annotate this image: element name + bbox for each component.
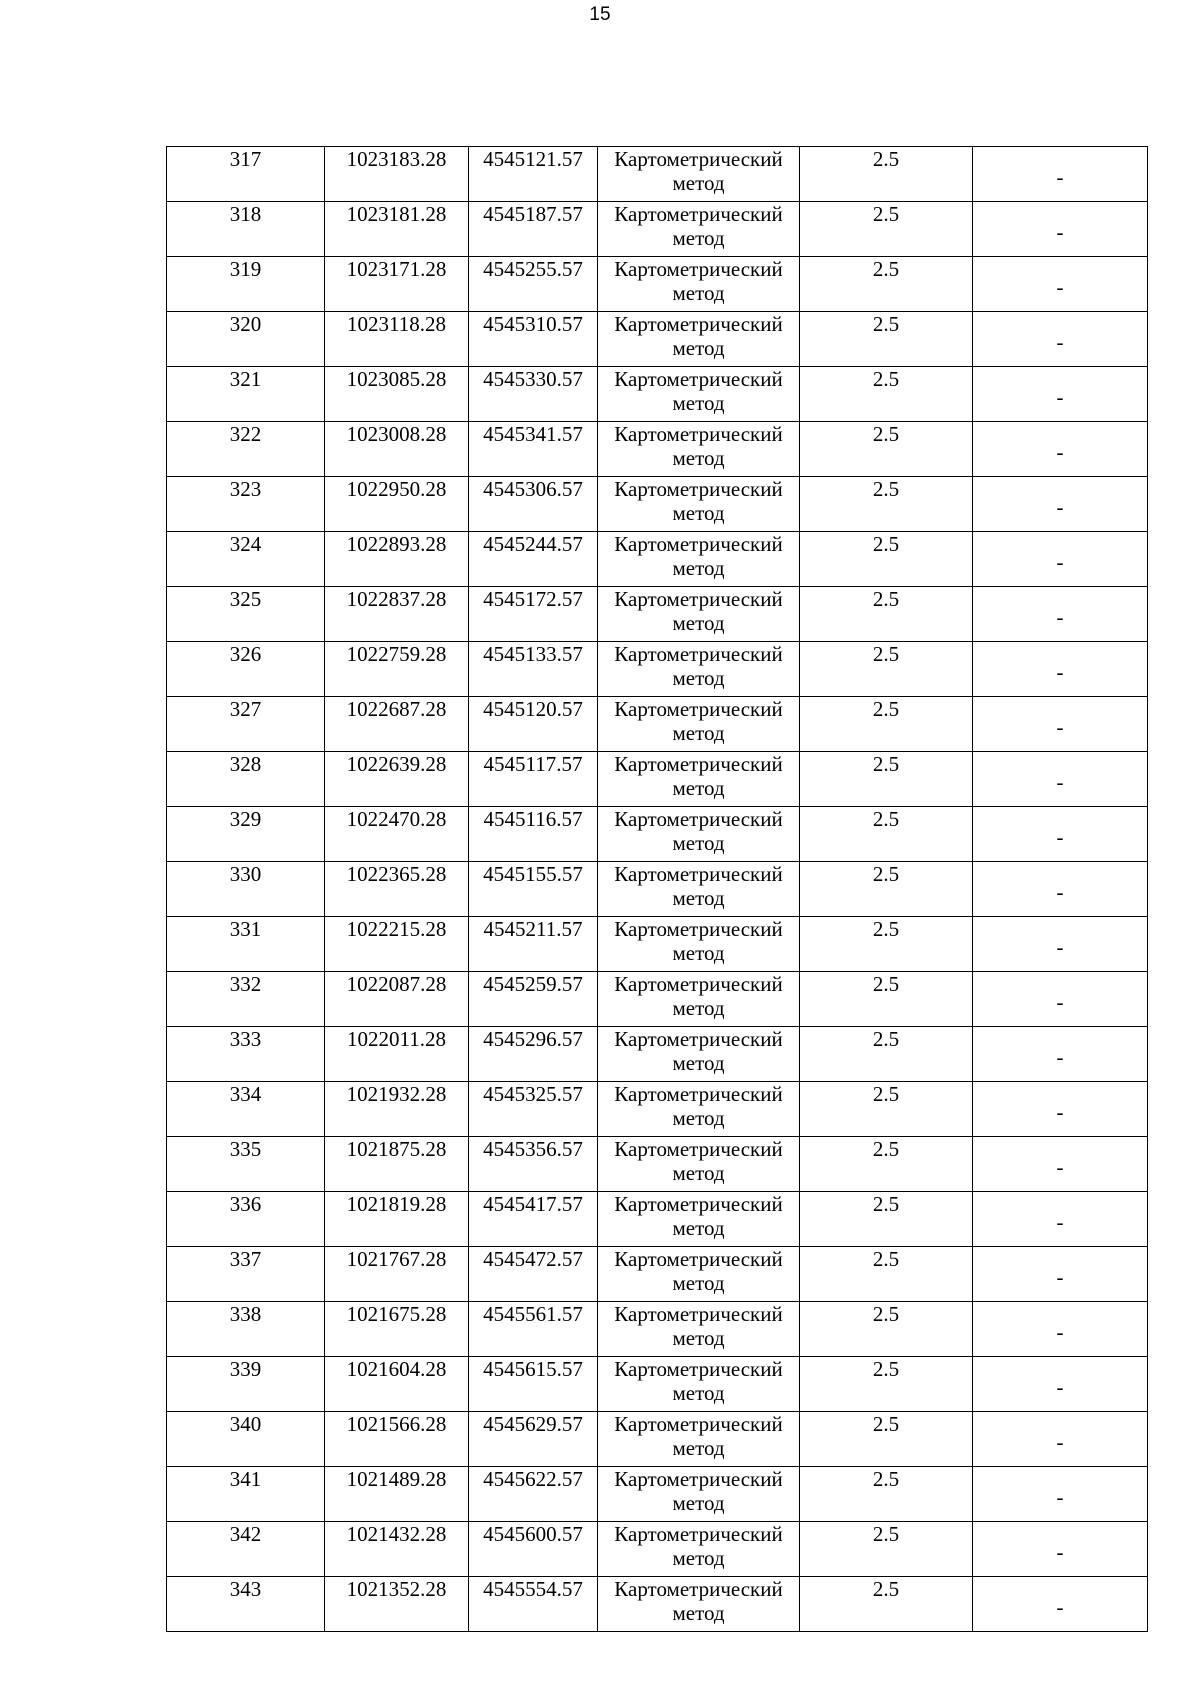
- table-row: [167, 202, 1148, 257]
- point-number-cell: 334: [167, 1082, 325, 1137]
- y-coordinate-cell: 4545121.57: [469, 147, 598, 202]
- x-coordinate-cell: 1023181.28: [325, 202, 469, 257]
- table-row: [167, 917, 1148, 972]
- point-number-cell: 335: [167, 1137, 325, 1192]
- method-cell: Картометрический метод: [598, 1247, 800, 1302]
- point-number-cell: 330: [167, 862, 325, 917]
- note-cell: -: [973, 807, 1148, 862]
- point-number-cell: 318: [167, 202, 325, 257]
- table-row: [167, 312, 1148, 367]
- point-number-cell: 338: [167, 1302, 325, 1357]
- accuracy-cell: 2.5: [800, 257, 973, 312]
- table-row: [167, 642, 1148, 697]
- accuracy-cell: 2.5: [800, 477, 973, 532]
- table-row: [167, 1137, 1148, 1192]
- y-coordinate-cell: 4545116.57: [469, 807, 598, 862]
- accuracy-cell: 2.5: [800, 1027, 973, 1082]
- accuracy-cell: 2.5: [800, 1522, 973, 1577]
- accuracy-cell: 2.5: [800, 1412, 973, 1467]
- point-number-cell: 332: [167, 972, 325, 1027]
- point-number-cell: 336: [167, 1192, 325, 1247]
- page-number: 15: [589, 4, 611, 25]
- method-cell: Картометрический метод: [598, 1082, 800, 1137]
- accuracy-cell: 2.5: [800, 1082, 973, 1137]
- point-number-cell: 342: [167, 1522, 325, 1577]
- table-row: [167, 972, 1148, 1027]
- point-number-cell: 331: [167, 917, 325, 972]
- table-row: [167, 367, 1148, 422]
- accuracy-cell: 2.5: [800, 1192, 973, 1247]
- point-number-cell: 325: [167, 587, 325, 642]
- table-row: [167, 422, 1148, 477]
- accuracy-cell: 2.5: [800, 1577, 973, 1632]
- table-row: [167, 807, 1148, 862]
- accuracy-cell: 2.5: [800, 752, 973, 807]
- note-cell: -: [973, 752, 1148, 807]
- method-cell: Картометрический метод: [598, 917, 800, 972]
- point-number-cell: 322: [167, 422, 325, 477]
- y-coordinate-cell: 4545155.57: [469, 862, 598, 917]
- x-coordinate-cell: 1023118.28: [325, 312, 469, 367]
- point-number-cell: 321: [167, 367, 325, 422]
- method-cell: Картометрический метод: [598, 862, 800, 917]
- note-cell: -: [973, 972, 1148, 1027]
- table-row: [167, 862, 1148, 917]
- table-row: [167, 587, 1148, 642]
- x-coordinate-cell: 1022759.28: [325, 642, 469, 697]
- accuracy-cell: 2.5: [800, 367, 973, 422]
- x-coordinate-cell: 1022837.28: [325, 587, 469, 642]
- x-coordinate-cell: 1021932.28: [325, 1082, 469, 1137]
- table-row: [167, 752, 1148, 807]
- point-number-cell: 320: [167, 312, 325, 367]
- x-coordinate-cell: 1022215.28: [325, 917, 469, 972]
- point-number-cell: 328: [167, 752, 325, 807]
- x-coordinate-cell: 1022893.28: [325, 532, 469, 587]
- note-cell: -: [973, 917, 1148, 972]
- note-cell: -: [973, 1027, 1148, 1082]
- accuracy-cell: 2.5: [800, 587, 973, 642]
- point-number-cell: 333: [167, 1027, 325, 1082]
- note-cell: -: [973, 1192, 1148, 1247]
- method-cell: Картометрический метод: [598, 202, 800, 257]
- y-coordinate-cell: 4545472.57: [469, 1247, 598, 1302]
- note-cell: -: [973, 1302, 1148, 1357]
- method-cell: Картометрический метод: [598, 752, 800, 807]
- method-cell: Картометрический метод: [598, 697, 800, 752]
- y-coordinate-cell: 4545615.57: [469, 1357, 598, 1412]
- x-coordinate-cell: 1023183.28: [325, 147, 469, 202]
- x-coordinate-cell: 1021875.28: [325, 1137, 469, 1192]
- y-coordinate-cell: 4545255.57: [469, 257, 598, 312]
- x-coordinate-cell: 1021675.28: [325, 1302, 469, 1357]
- y-coordinate-cell: 4545120.57: [469, 697, 598, 752]
- table-row: [167, 477, 1148, 532]
- note-cell: -: [973, 532, 1148, 587]
- note-cell: -: [973, 587, 1148, 642]
- x-coordinate-cell: 1021489.28: [325, 1467, 469, 1522]
- point-number-cell: 326: [167, 642, 325, 697]
- accuracy-cell: 2.5: [800, 972, 973, 1027]
- point-number-cell: 337: [167, 1247, 325, 1302]
- accuracy-cell: 2.5: [800, 1302, 973, 1357]
- y-coordinate-cell: 4545629.57: [469, 1412, 598, 1467]
- x-coordinate-cell: 1021604.28: [325, 1357, 469, 1412]
- accuracy-cell: 2.5: [800, 532, 973, 587]
- y-coordinate-cell: 4545561.57: [469, 1302, 598, 1357]
- coordinates-table-body: [167, 147, 1148, 1632]
- note-cell: -: [973, 1247, 1148, 1302]
- x-coordinate-cell: 1022470.28: [325, 807, 469, 862]
- method-cell: Картометрический метод: [598, 147, 800, 202]
- y-coordinate-cell: 4545622.57: [469, 1467, 598, 1522]
- x-coordinate-cell: 1022639.28: [325, 752, 469, 807]
- accuracy-cell: 2.5: [800, 917, 973, 972]
- note-cell: -: [973, 1577, 1148, 1632]
- note-cell: -: [973, 147, 1148, 202]
- accuracy-cell: 2.5: [800, 202, 973, 257]
- point-number-cell: 343: [167, 1577, 325, 1632]
- note-cell: -: [973, 257, 1148, 312]
- table-row: [167, 1577, 1148, 1632]
- y-coordinate-cell: 4545554.57: [469, 1577, 598, 1632]
- table-row: [167, 1027, 1148, 1082]
- note-cell: -: [973, 1137, 1148, 1192]
- x-coordinate-cell: 1022950.28: [325, 477, 469, 532]
- x-coordinate-cell: 1022365.28: [325, 862, 469, 917]
- method-cell: Картометрический метод: [598, 312, 800, 367]
- accuracy-cell: 2.5: [800, 147, 973, 202]
- accuracy-cell: 2.5: [800, 697, 973, 752]
- method-cell: Картометрический метод: [598, 807, 800, 862]
- y-coordinate-cell: 4545356.57: [469, 1137, 598, 1192]
- x-coordinate-cell: 1022687.28: [325, 697, 469, 752]
- accuracy-cell: 2.5: [800, 807, 973, 862]
- y-coordinate-cell: 4545117.57: [469, 752, 598, 807]
- point-number-cell: 340: [167, 1412, 325, 1467]
- point-number-cell: 317: [167, 147, 325, 202]
- table-row: [167, 1412, 1148, 1467]
- note-cell: -: [973, 367, 1148, 422]
- method-cell: Картометрический метод: [598, 477, 800, 532]
- note-cell: -: [973, 312, 1148, 367]
- point-number-cell: 323: [167, 477, 325, 532]
- y-coordinate-cell: 4545330.57: [469, 367, 598, 422]
- table-row: [167, 1082, 1148, 1137]
- method-cell: Картометрический метод: [598, 532, 800, 587]
- method-cell: Картометрический метод: [598, 367, 800, 422]
- table-row: [167, 1247, 1148, 1302]
- x-coordinate-cell: 1021432.28: [325, 1522, 469, 1577]
- note-cell: -: [973, 1357, 1148, 1412]
- table-row: [167, 1467, 1148, 1522]
- y-coordinate-cell: 4545259.57: [469, 972, 598, 1027]
- method-cell: Картометрический метод: [598, 1302, 800, 1357]
- y-coordinate-cell: 4545172.57: [469, 587, 598, 642]
- point-number-cell: 319: [167, 257, 325, 312]
- note-cell: -: [973, 1082, 1148, 1137]
- method-cell: Картометрический метод: [598, 972, 800, 1027]
- table-row: [167, 532, 1148, 587]
- x-coordinate-cell: 1021819.28: [325, 1192, 469, 1247]
- x-coordinate-cell: 1022087.28: [325, 972, 469, 1027]
- x-coordinate-cell: 1021767.28: [325, 1247, 469, 1302]
- method-cell: Картометрический метод: [598, 1137, 800, 1192]
- table-row: [167, 1192, 1148, 1247]
- accuracy-cell: 2.5: [800, 642, 973, 697]
- point-number-cell: 341: [167, 1467, 325, 1522]
- table-row: [167, 257, 1148, 312]
- table-row: [167, 1302, 1148, 1357]
- note-cell: -: [973, 422, 1148, 477]
- y-coordinate-cell: 4545306.57: [469, 477, 598, 532]
- note-cell: -: [973, 862, 1148, 917]
- accuracy-cell: 2.5: [800, 862, 973, 917]
- note-cell: -: [973, 1412, 1148, 1467]
- point-number-cell: 339: [167, 1357, 325, 1412]
- accuracy-cell: 2.5: [800, 422, 973, 477]
- y-coordinate-cell: 4545133.57: [469, 642, 598, 697]
- y-coordinate-cell: 4545325.57: [469, 1082, 598, 1137]
- note-cell: -: [973, 697, 1148, 752]
- point-number-cell: 324: [167, 532, 325, 587]
- method-cell: Картометрический метод: [598, 257, 800, 312]
- method-cell: Картометрический метод: [598, 1192, 800, 1247]
- accuracy-cell: 2.5: [800, 1137, 973, 1192]
- method-cell: Картометрический метод: [598, 587, 800, 642]
- note-cell: -: [973, 202, 1148, 257]
- table-row: [167, 1522, 1148, 1577]
- method-cell: Картометрический метод: [598, 1412, 800, 1467]
- y-coordinate-cell: 4545341.57: [469, 422, 598, 477]
- method-cell: Картометрический метод: [598, 1467, 800, 1522]
- note-cell: -: [973, 477, 1148, 532]
- x-coordinate-cell: 1023171.28: [325, 257, 469, 312]
- accuracy-cell: 2.5: [800, 1467, 973, 1522]
- method-cell: Картометрический метод: [598, 1577, 800, 1632]
- y-coordinate-cell: 4545296.57: [469, 1027, 598, 1082]
- note-cell: -: [973, 1522, 1148, 1577]
- x-coordinate-cell: 1021566.28: [325, 1412, 469, 1467]
- x-coordinate-cell: 1023008.28: [325, 422, 469, 477]
- note-cell: -: [973, 1467, 1148, 1522]
- method-cell: Картометрический метод: [598, 422, 800, 477]
- y-coordinate-cell: 4545187.57: [469, 202, 598, 257]
- accuracy-cell: 2.5: [800, 1357, 973, 1412]
- table-row: [167, 1357, 1148, 1412]
- method-cell: Картометрический метод: [598, 1027, 800, 1082]
- point-number-cell: 329: [167, 807, 325, 862]
- y-coordinate-cell: 4545211.57: [469, 917, 598, 972]
- y-coordinate-cell: 4545244.57: [469, 532, 598, 587]
- y-coordinate-cell: 4545600.57: [469, 1522, 598, 1577]
- table-row: [167, 697, 1148, 752]
- coordinates-table: [166, 146, 1148, 1632]
- y-coordinate-cell: 4545417.57: [469, 1192, 598, 1247]
- x-coordinate-cell: 1022011.28: [325, 1027, 469, 1082]
- table-row: [167, 147, 1148, 202]
- accuracy-cell: 2.5: [800, 312, 973, 367]
- method-cell: Картометрический метод: [598, 642, 800, 697]
- x-coordinate-cell: 1021352.28: [325, 1577, 469, 1632]
- y-coordinate-cell: 4545310.57: [469, 312, 598, 367]
- x-coordinate-cell: 1023085.28: [325, 367, 469, 422]
- accuracy-cell: 2.5: [800, 1247, 973, 1302]
- note-cell: -: [973, 642, 1148, 697]
- point-number-cell: 327: [167, 697, 325, 752]
- method-cell: Картометрический метод: [598, 1522, 800, 1577]
- method-cell: Картометрический метод: [598, 1357, 800, 1412]
